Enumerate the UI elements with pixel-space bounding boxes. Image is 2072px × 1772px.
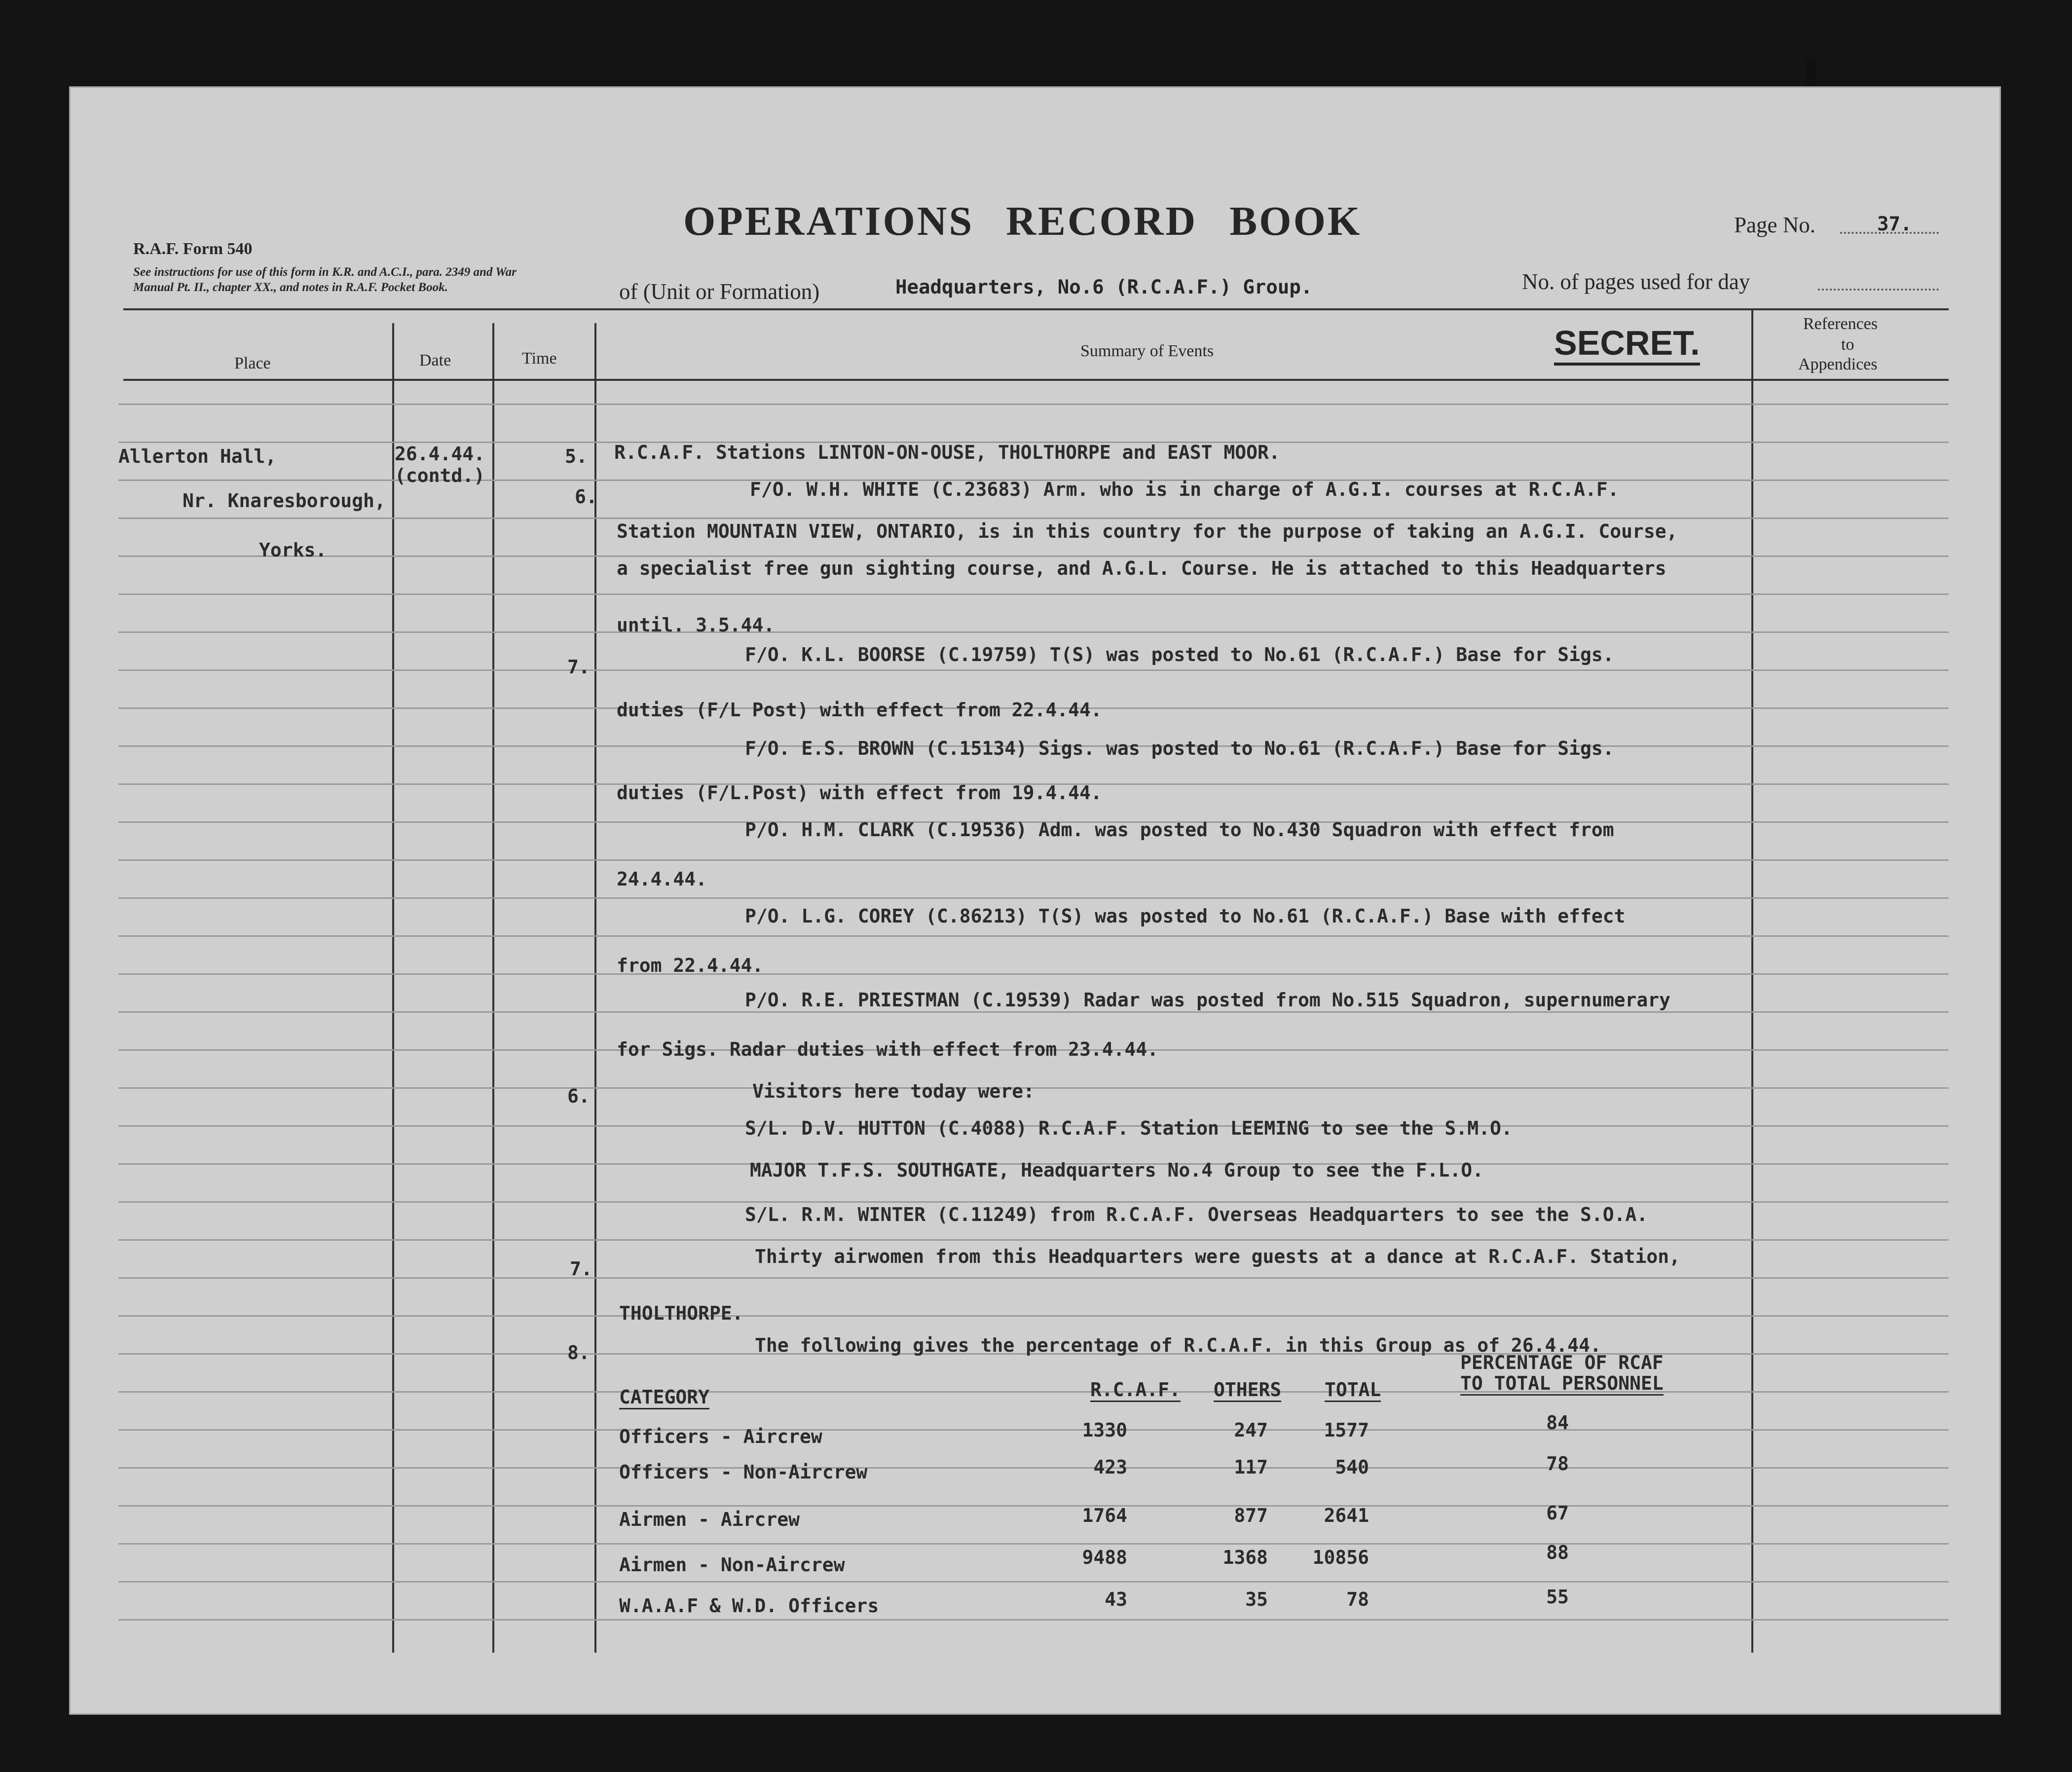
row-percentage: 78 bbox=[1546, 1453, 1569, 1475]
table-header-rcaf: R.C.A.F. bbox=[1090, 1379, 1181, 1402]
ruled-line bbox=[118, 1391, 1949, 1393]
column-header-time: Time bbox=[522, 349, 557, 368]
page-number-value: 37. bbox=[1877, 213, 1912, 235]
ruled-line bbox=[118, 897, 1949, 899]
ruled-line bbox=[118, 1011, 1949, 1013]
event-line: S/L. D.V. HUTTON (C.4088) R.C.A.F. Station LEEMING to see the S.M.O. bbox=[745, 1117, 1513, 1139]
time-entry: 7. bbox=[567, 656, 590, 678]
row-percentage: 88 bbox=[1546, 1542, 1569, 1563]
header-bottom-border bbox=[123, 379, 1949, 381]
table-header-percentage-2: TO TOTAL PERSONNEL bbox=[1460, 1372, 1664, 1396]
time-entry: 6. bbox=[575, 486, 597, 508]
unit-label: of (Unit or Formation) bbox=[619, 279, 820, 304]
event-line: P/O. H.M. CLARK (C.19536) Adm. was posted to No.430 Squadron with effect from bbox=[745, 819, 1614, 841]
event-line: P/O. R.E. PRIESTMAN (C.19539) Radar was posted from No.515 Squadron, supernumerary bbox=[745, 989, 1670, 1011]
pages-used-label: No. of pages used for day bbox=[1522, 269, 1750, 294]
column-divider-time bbox=[594, 323, 596, 1653]
row-percentage: 67 bbox=[1546, 1502, 1569, 1524]
event-line: MAJOR T.F.S. SOUTHGATE, Headquarters No.4 Group to see the F.L.O. bbox=[750, 1159, 1484, 1181]
ruled-line bbox=[118, 1315, 1949, 1317]
event-line: Station MOUNTAIN VIEW, ONTARIO, is in this country for the purpose of taking an A.G.I. Course, bbox=[617, 520, 1678, 542]
event-line: The following gives the percentage of R.C.A.F. in this Group as of 26.4.44. bbox=[755, 1334, 1601, 1356]
time-entry: 5. bbox=[565, 445, 588, 467]
ruled-line bbox=[118, 517, 1949, 519]
column-divider-summary bbox=[1751, 308, 1753, 1653]
event-line: for Sigs. Radar duties with effect from 23.4.44. bbox=[617, 1038, 1159, 1060]
ruled-line bbox=[118, 1543, 1949, 1545]
column-divider-date bbox=[492, 323, 494, 1653]
ruled-line bbox=[118, 404, 1949, 405]
row-category: W.A.A.F & W.D. Officers bbox=[619, 1595, 879, 1617]
row-category: Airmen - Non-Aircrew bbox=[619, 1554, 845, 1576]
table-header-category: CATEGORY bbox=[619, 1386, 709, 1409]
row-others: 117 bbox=[1234, 1456, 1268, 1478]
row-rcaf: 1330 bbox=[1082, 1419, 1127, 1441]
event-line: Thirty airwomen from this Headquarters were guests at a dance at R.C.A.F. Station, bbox=[755, 1246, 1680, 1267]
event-line: until. 3.5.44. bbox=[617, 614, 775, 636]
page-number-label: Page No. bbox=[1734, 213, 1815, 237]
row-category: Airmen - Aircrew bbox=[619, 1509, 800, 1530]
event-line: F/O. E.S. BROWN (C.15134) Sigs. was posted to No.61 (R.C.A.F.) Base for Sigs. bbox=[745, 738, 1614, 759]
row-total: 2641 bbox=[1324, 1505, 1369, 1526]
event-line: THOLTHORPE. bbox=[619, 1302, 743, 1324]
time-entry: 8. bbox=[567, 1342, 590, 1364]
row-total: 10856 bbox=[1312, 1547, 1369, 1568]
header-top-border bbox=[123, 308, 1949, 310]
row-others: 35 bbox=[1245, 1588, 1268, 1610]
ruled-line bbox=[118, 1505, 1949, 1507]
page-number-dotted-line bbox=[1840, 232, 1939, 234]
ruled-line bbox=[118, 1239, 1949, 1241]
classification-stamp: SECRET. bbox=[1554, 323, 1700, 366]
ruled-line bbox=[118, 973, 1949, 975]
column-header-references-to: to bbox=[1841, 335, 1854, 354]
event-line: duties (F/L Post) with effect from 22.4.44. bbox=[617, 699, 1102, 721]
table-header-others: OTHERS bbox=[1214, 1379, 1281, 1402]
event-line: S/L. R.M. WINTER (C.11249) from R.C.A.F. Overseas Headquarters to see the S.O.A. bbox=[745, 1204, 1648, 1225]
row-rcaf: 1764 bbox=[1082, 1505, 1127, 1526]
column-header-place: Place bbox=[234, 354, 271, 372]
row-total: 540 bbox=[1335, 1456, 1369, 1478]
row-rcaf: 43 bbox=[1105, 1588, 1127, 1610]
row-others: 877 bbox=[1234, 1505, 1268, 1526]
form-instructions: See instructions for use of this form in K.R. and A.C.I., para. 2349 and War Manual Pt. II., chapter XX., and notes in R.A.F. Pocket Book. bbox=[133, 265, 517, 294]
row-percentage: 55 bbox=[1546, 1586, 1569, 1608]
column-header-appendices: Appendices bbox=[1798, 355, 1878, 373]
event-line: F/O. W.H. WHITE (C.23683) Arm. who is in charge of A.G.I. courses at R.C.A.F. bbox=[750, 479, 1619, 500]
ruled-line bbox=[118, 1467, 1949, 1469]
row-percentage: 84 bbox=[1546, 1412, 1569, 1434]
row-total: 1577 bbox=[1324, 1419, 1369, 1441]
page-title: OPERATIONS RECORD BOOK bbox=[683, 198, 1362, 244]
time-entry: 6. bbox=[567, 1085, 590, 1107]
ruled-line bbox=[118, 859, 1949, 861]
column-divider-place bbox=[392, 323, 394, 1653]
event-line: F/O. K.L. BOORSE (C.19759) T(S) was posted to No.61 (R.C.A.F.) Base for Sigs. bbox=[745, 644, 1614, 665]
ruled-line bbox=[118, 1619, 1949, 1621]
ruled-line bbox=[118, 1581, 1949, 1583]
column-header-date: Date bbox=[419, 351, 451, 369]
column-header-summary: Summary of Events bbox=[1080, 342, 1214, 360]
pages-used-dotted-line bbox=[1818, 289, 1939, 291]
column-header-references: References bbox=[1803, 315, 1878, 333]
form-number: R.A.F. Form 540 bbox=[133, 240, 253, 258]
event-line: a specialist free gun sighting course, and A.G.L. Course. He is attached to this Headquarters bbox=[617, 557, 1666, 579]
event-line: Visitors here today were: bbox=[752, 1080, 1035, 1102]
event-line: duties (F/L.Post) with effect from 19.4.44. bbox=[617, 782, 1102, 804]
time-entry: 7. bbox=[570, 1258, 592, 1280]
event-line: P/O. L.G. COREY (C.86213) T(S) was posted to No.61 (R.C.A.F.) Base with effect bbox=[745, 905, 1626, 927]
unit-value: Headquarters, No.6 (R.C.A.F.) Group. bbox=[895, 276, 1313, 298]
ruled-line bbox=[118, 631, 1949, 633]
ruled-line bbox=[118, 935, 1949, 937]
table-header-total: TOTAL bbox=[1325, 1379, 1381, 1402]
ruled-line bbox=[118, 555, 1949, 557]
ruled-line bbox=[118, 669, 1949, 671]
event-line: 24.4.44. bbox=[617, 868, 707, 890]
date-value: 26.4.44. bbox=[395, 443, 485, 465]
row-category: Officers - Non-Aircrew bbox=[619, 1461, 868, 1483]
place-line-2: Nr. Knaresborough, bbox=[183, 490, 386, 512]
ruled-line bbox=[118, 1277, 1949, 1279]
ruled-line bbox=[118, 1429, 1949, 1431]
row-rcaf: 423 bbox=[1093, 1456, 1127, 1478]
event-line: from 22.4.44. bbox=[617, 955, 764, 976]
event-line: R.C.A.F. Stations LINTON-ON-OUSE, THOLTHORPE and EAST MOOR. bbox=[614, 442, 1280, 463]
row-total: 78 bbox=[1346, 1588, 1369, 1610]
ruled-line bbox=[118, 593, 1949, 595]
place-line-1: Allerton Hall, bbox=[118, 445, 277, 467]
row-others: 247 bbox=[1234, 1419, 1268, 1441]
ruled-line bbox=[118, 1201, 1949, 1203]
row-others: 1368 bbox=[1222, 1547, 1268, 1568]
place-line-3: Yorks. bbox=[259, 539, 327, 561]
row-rcaf: 9488 bbox=[1082, 1547, 1127, 1568]
row-category: Officers - Aircrew bbox=[619, 1426, 822, 1447]
form-sheet bbox=[69, 86, 2001, 1715]
table-header-percentage: PERCENTAGE OF RCAF bbox=[1460, 1352, 1664, 1373]
date-continued: (contd.) bbox=[395, 465, 485, 486]
